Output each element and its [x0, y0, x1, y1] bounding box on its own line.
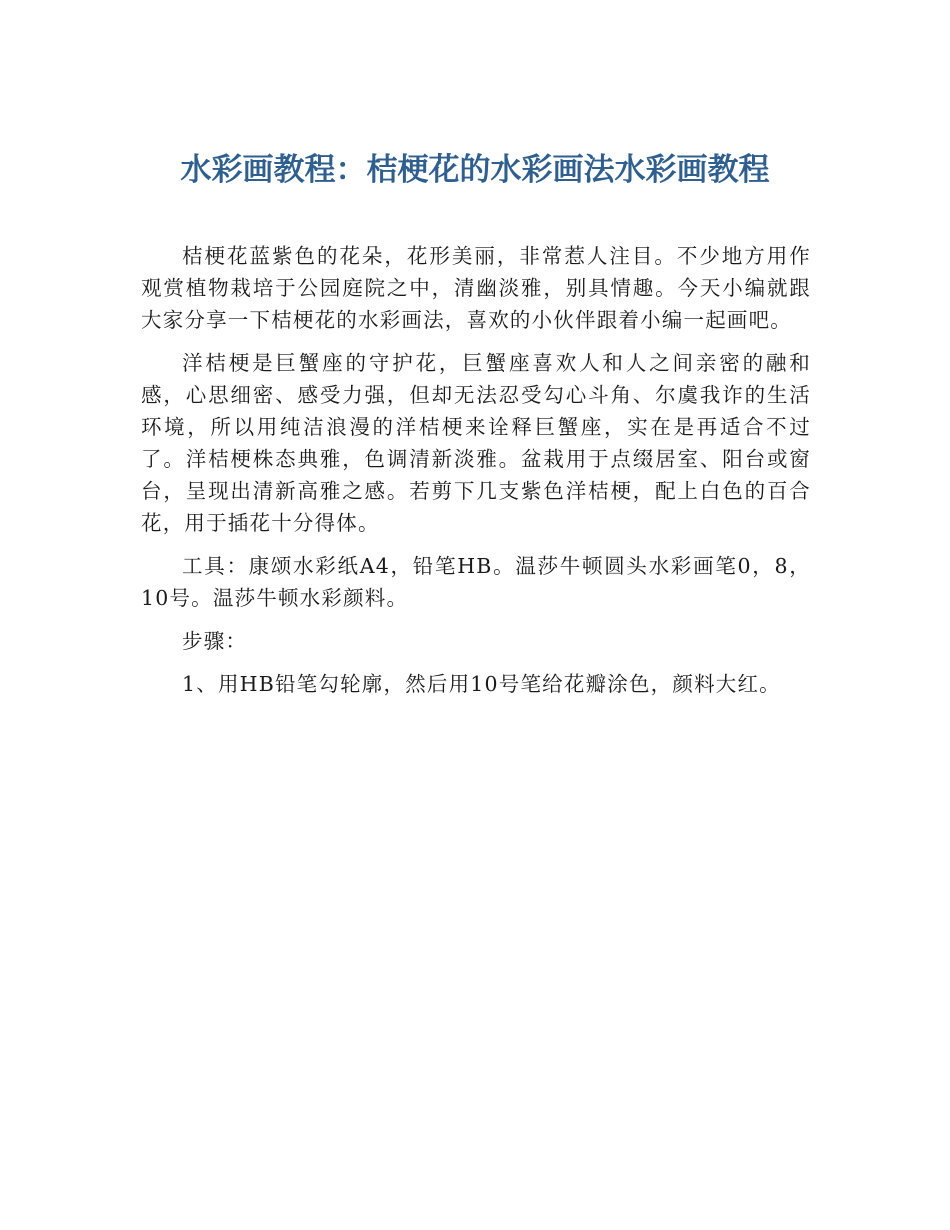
paragraph-intro: 桔梗花蓝紫色的花朵，花形美丽，非常惹人注目。不少地方用作观赏植物栽培于公园庭院之中，清幽淡雅，别具情趣。今天小编就跟大家分享一下桔梗花的水彩画法，喜欢的小伙伴跟着小编一起画吧。 — [141, 244, 811, 332]
paragraph-eustoma: 洋桔梗是巨蟹座的守护花，巨蟹座喜欢人和人之间亲密的融和感，心思细密、感受力强，但却无法忍受勾心斗角、尔虞我诈的生活环境，所以用纯洁浪漫的洋桔梗来诠释巨蟹座，实在是再适合不过了。洋桔梗株态典雅，色调清新淡雅。盆栽用于点缀居室、阳台或窗台，呈现出清新高雅之感。若剪下几支紫色洋桔梗，配上白色的百合花，用于插花十分得体。 — [141, 351, 811, 535]
document-title: 水彩画教程：桔梗花的水彩画法水彩画教程 — [180, 152, 770, 188]
paragraph-steps-heading: 步骤： — [182, 629, 248, 653]
paragraph-step-1: 1、用HB铅笔勾轮廓，然后用10号笔给花瓣涂色，颜料大红。 — [182, 672, 781, 696]
document-body — [141, 240, 811, 711]
paragraph-tools: 工具：康颂水彩纸A4，铅笔HB。温莎牛顿圆头水彩画笔0，8，10号。温莎牛顿水彩颜料。 — [141, 554, 811, 610]
